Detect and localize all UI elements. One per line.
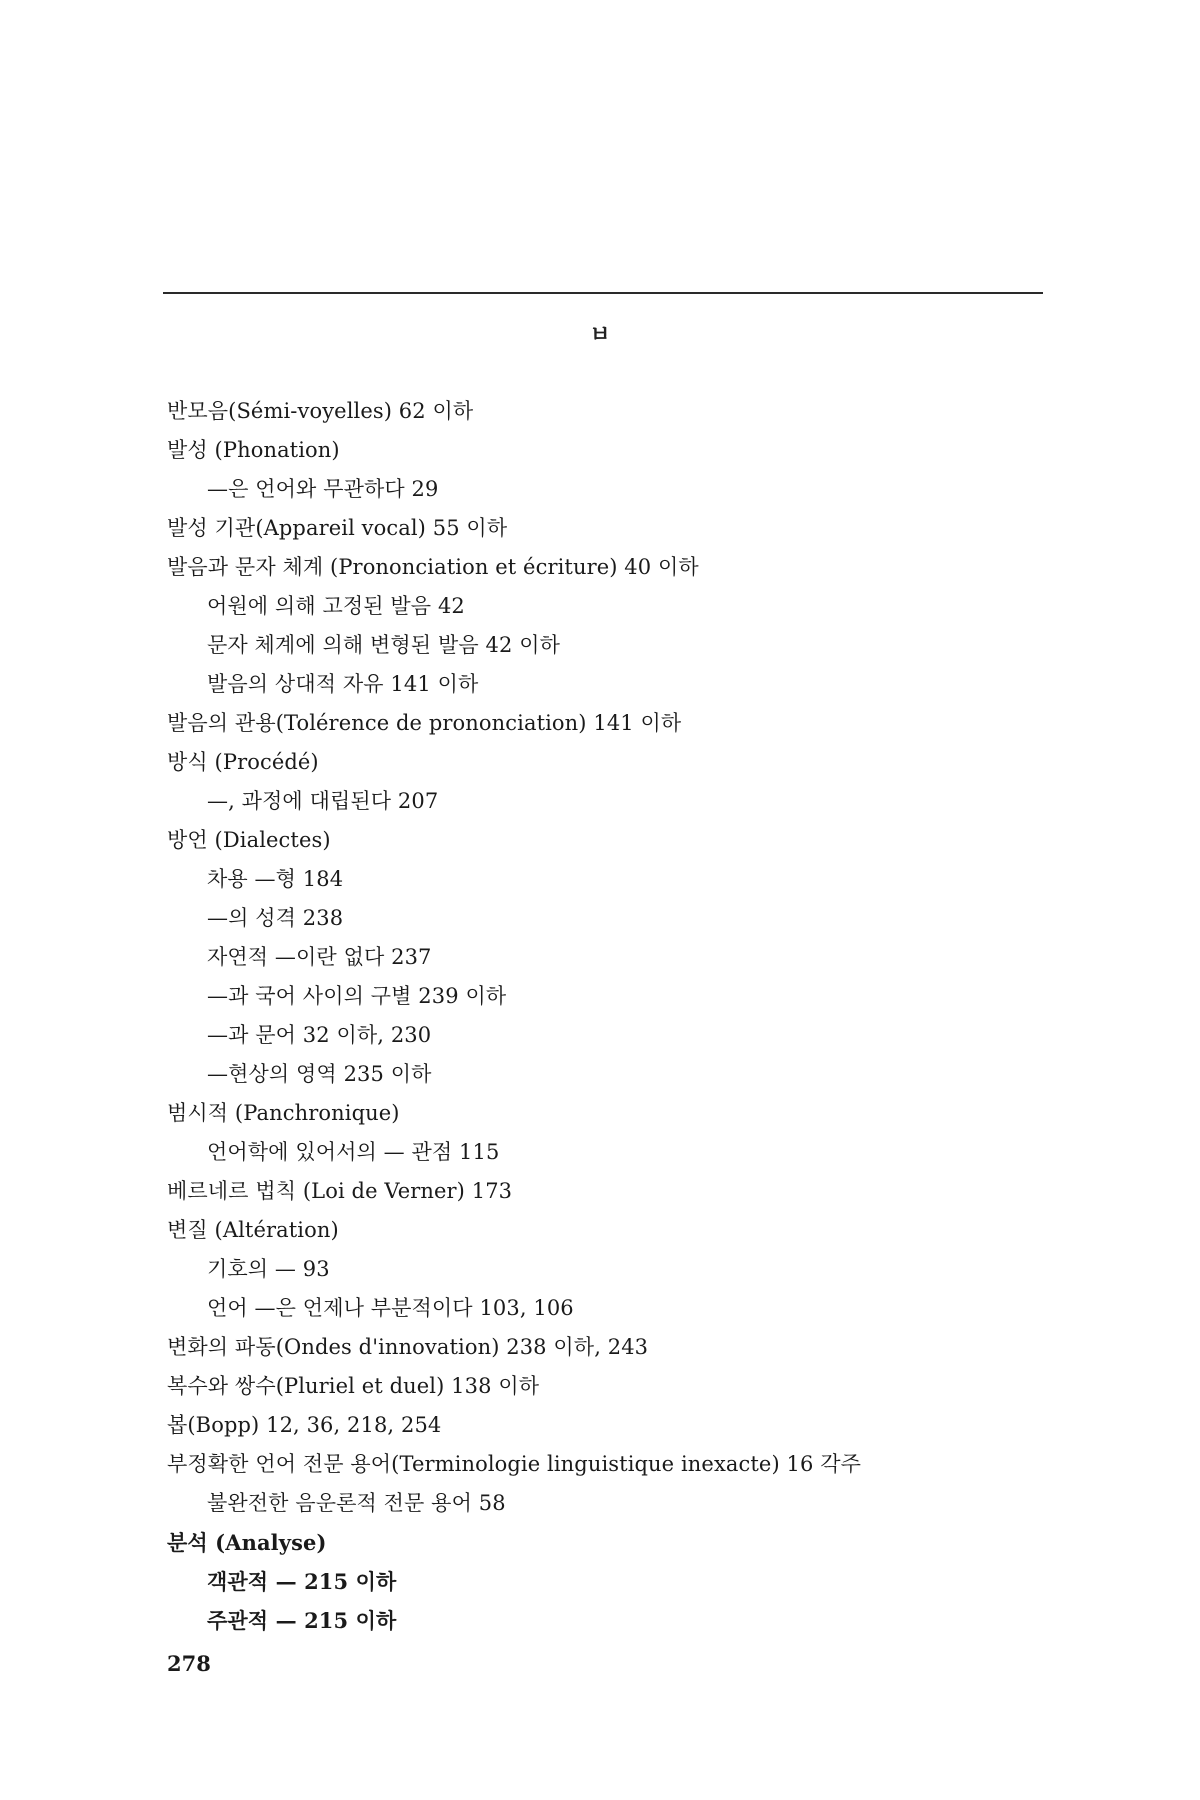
index-subentry: —과 문어 32 이하, 230: [207, 1023, 432, 1047]
index-subentry: 불완전한 음운론적 전문 용어 58: [207, 1491, 506, 1515]
page-number: 278: [167, 1651, 211, 1676]
index-entry: 반모음(Sémi-voyelles) 62 이하: [167, 399, 474, 423]
index-entry: 부정확한 언어 전문 용어(Terminologie linguistique inexacte) 16 각주: [167, 1452, 861, 1476]
index-entry: 방식 (Procédé): [167, 750, 319, 774]
index-subentry: —현상의 영역 235 이하: [207, 1062, 432, 1086]
index-subentry: 자연적 —이란 없다 237: [207, 945, 432, 969]
index-subentry: —과 국어 사이의 구별 239 이하: [207, 984, 507, 1008]
index-subentry: 언어학에 있어서의 — 관점 115: [207, 1140, 500, 1164]
index-entry: 발성 (Phonation): [167, 438, 340, 462]
index-entry: 봅(Bopp) 12, 36, 218, 254: [167, 1413, 442, 1437]
index-subentry: 기호의 — 93: [207, 1257, 330, 1281]
index-subentry: 어원에 의해 고정된 발음 42: [207, 594, 465, 618]
index-subentry: 발음의 상대적 자유 141 이하: [207, 672, 479, 696]
index-entry: 베르네르 법칙 (Loi de Verner) 173: [167, 1179, 513, 1203]
index-entry: 변질 (Altération): [167, 1218, 339, 1242]
index-entry: 발음의 관용(Tolérence de prononciation) 141 이하: [167, 711, 682, 735]
index-entry: 발성 기관(Appareil vocal) 55 이하: [167, 516, 508, 540]
index-subentry: 언어 —은 언제나 부분적이다 103, 106: [207, 1296, 574, 1320]
index-subentry: —의 성격 238: [207, 906, 344, 930]
index-entry: 분석 (Analyse): [167, 1530, 327, 1555]
index-entry: 범시적 (Panchronique): [167, 1101, 400, 1125]
index-entry: 발음과 문자 체계 (Prononciation et écriture) 40 이하: [167, 555, 699, 579]
index-entry: 변화의 파동(Ondes d'innovation) 238 이하, 243: [167, 1335, 649, 1359]
index-subentry: 문자 체계에 의해 변형된 발음 42 이하: [207, 633, 560, 657]
index-entry: 방언 (Dialectes): [167, 828, 331, 852]
index-subentry: 차용 —형 184: [207, 867, 344, 891]
index-subentry: 객관적 — 215 이하: [207, 1569, 397, 1594]
index-subentry: 주관적 — 215 이하: [207, 1608, 397, 1633]
section-letter: ㅂ: [589, 323, 611, 348]
header-rule: [163, 292, 1043, 294]
index-list: [167, 392, 1067, 1640]
index-subentry: —, 과정에 대립된다 207: [207, 789, 439, 813]
index-entry: 복수와 쌍수(Pluriel et duel) 138 이하: [167, 1374, 540, 1398]
index-subentry: —은 언어와 무관하다 29: [207, 477, 439, 501]
